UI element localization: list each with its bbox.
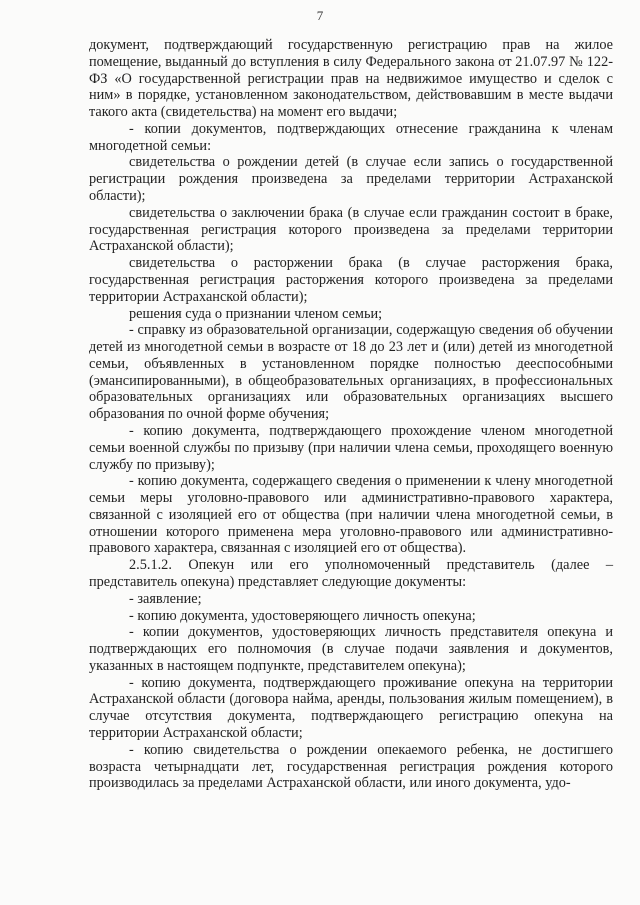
page-number: 7 — [316, 8, 324, 23]
paragraph: - копию документа, удостоверяющего личность опекуна; — [129, 607, 476, 624]
paragraph: - копию документа, подтверждающего прохождение членом многодетной семьи военной службы по призыву (при наличии члена семьи, проходящего военную службу по призыву); — [89, 422, 613, 473]
paragraph: свидетельства о рождении детей (в случае если запись о государственной регистрации рождения произведена за пределами территории Астраханской области); — [89, 154, 613, 205]
paragraph: 2.5.1.2. Опекун или его уполномоченный представитель (далее – представитель опекуна) представляет следующие документы: — [89, 557, 613, 590]
paragraph: решения суда о признании членом семьи; — [129, 305, 383, 322]
paragraph: - копии документов, подтверждающих отнесение гражданина к членам многодетной семьи: — [89, 120, 613, 154]
paragraph: - справку из образовательной организации, содержащую сведения об обучении детей из многодетной семьи в возрасте от 18 до 23 лет и (или) детей из многодетной семьи, объявленных в установленном порядке полностью дееспособными (эмансипированными), в общеобразовательных организациях, в профессиональных образовательных организациях или образовательных организациях высшего образования по очной форме обучения; — [89, 322, 613, 423]
paragraph: документ, подтверждающий государственную регистрацию прав на жилое помещение, выданный до вступления в силу Федерального закона от 21.07.97 № 122-ФЗ «О государственной регистрации прав на недвижимое имущество и сделок с ним» в порядке, установленном законодательством, действовавшим в месте выдачи такого акта (свидетельства) на момент его выдачи; — [89, 37, 613, 121]
paragraph: - копию документа, содержащего сведения о применении к члену многодетной семьи меры уголовно-правового или административно-правового характера, связанной с изоляцией его от общества (при наличии члена многодетной семьи, в отношении которого применена мера уголовно-правового или административно-правового характера, связанная с изоляцией его от общества). — [89, 473, 613, 557]
paragraph: - заявление; — [129, 590, 202, 607]
paragraph: - копии документов, удостоверяющих личность представителя опекуна и подтверждающих его полномочия (в случае подачи заявления и документов, указанных в настоящем подпункте, представителем опекуна); — [89, 624, 613, 674]
paragraph: - копию документа, подтверждающего проживание опекуна на территории Астраханской области (договора найма, аренды, пользования жилым помещением), в случае отсутствия документа, подтверждающего регистрацию опекуна на территории Астраханской области; — [89, 674, 613, 742]
paragraph: - копию свидетельства о рождении опекаемого ребенка, не достигшего возраста четырнадцати лет, государственная регистрация рождения которого производилась за пределами Астраханской области, или иного документа, удо- — [89, 741, 613, 792]
document-body — [89, 37, 613, 792]
paragraph: свидетельства о расторжении брака (в случае расторжения брака, государственная регистрация расторжения которого произведена за пределами территории Астраханской области); — [89, 255, 613, 305]
paragraph: свидетельства о заключении брака (в случае если гражданин состоит в браке, государственная регистрация которого произведена за пределами территории Астраханской области); — [89, 204, 613, 255]
